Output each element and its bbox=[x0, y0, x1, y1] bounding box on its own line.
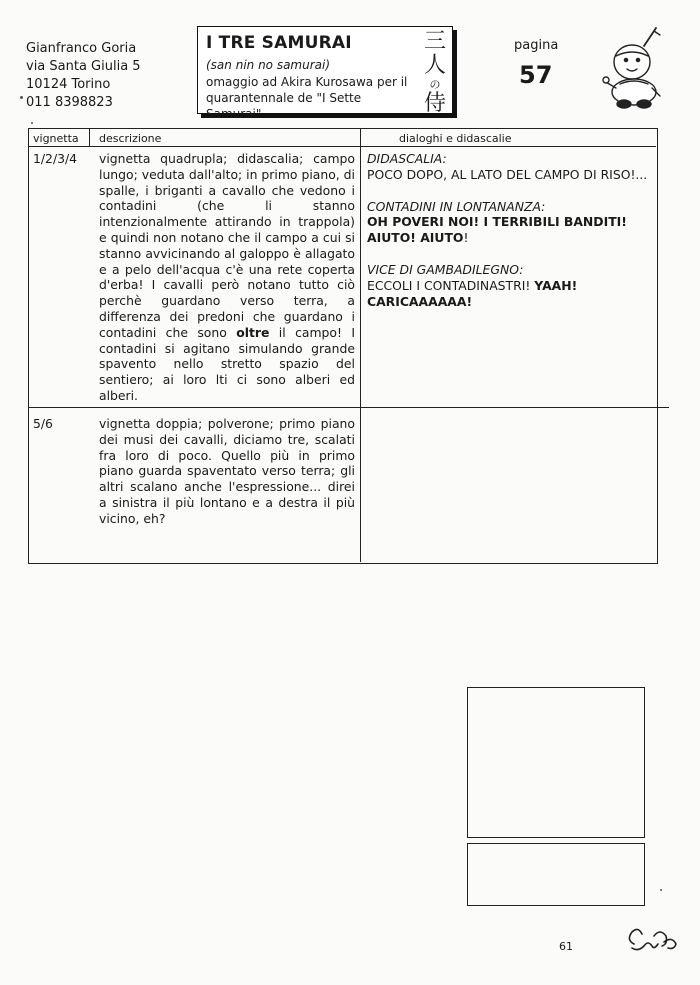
header-dialogue: dialoghi e didascalie bbox=[399, 132, 512, 145]
sketch-box-small bbox=[467, 843, 645, 906]
page-number: 57 bbox=[519, 61, 553, 89]
ink-speck bbox=[660, 889, 662, 891]
column-divider bbox=[360, 129, 361, 562]
row-2-panel: 5/6 bbox=[33, 416, 53, 431]
author-street: via Santa Giulia 5 bbox=[26, 59, 141, 74]
row-divider bbox=[29, 407, 669, 408]
page-label: pagina bbox=[514, 38, 559, 53]
ink-speck bbox=[31, 122, 33, 124]
sketch-box-large bbox=[467, 687, 645, 838]
kanji-char: の bbox=[429, 78, 441, 91]
dialogue-bold: OH POVERI NOI! I TERRIBILI BANDITI! AIUTO! AIUTO bbox=[367, 214, 627, 246]
dialogue-speaker: CONTADINI IN LONTANANZA: bbox=[367, 198, 546, 214]
column-divider bbox=[89, 129, 90, 146]
script-subtitle: (san nin no samurai) bbox=[206, 58, 331, 72]
kanji-title bbox=[422, 29, 448, 117]
kanji-char: 人 bbox=[423, 53, 446, 78]
author-city: 10124 Torino bbox=[26, 77, 111, 92]
dialogue-line bbox=[367, 278, 657, 310]
title-box bbox=[197, 26, 453, 121]
author-address bbox=[26, 40, 141, 112]
description-text: il campo! I contadini si agitano simulando grande spavento nello stretto spazio del sentiero; ai loro lti ci sono alberi ed alberi. bbox=[99, 324, 355, 403]
dialogue-speaker: VICE DI GAMBADILEGNO: bbox=[367, 261, 524, 277]
footer-page-number: 61 bbox=[559, 940, 573, 953]
row-2-description: vignetta doppia; polverone; primo piano dei musi dei cavalli, diciamo tre, scalati fra loro di poco. Quello più in primo piano guarda spaventato verso terra; gli altri scalano anche l'espressione... direi a sinistra il più lontano e a destra il più vicino, eh? bbox=[99, 416, 355, 526]
dialogue-line: POCO DOPO, AL LATO DEL CAMPO DI RISO!... bbox=[367, 166, 648, 182]
dialogue-tail: ! bbox=[463, 230, 469, 246]
kanji-char: 三 bbox=[423, 29, 446, 54]
author-name: Gianfranco Goria bbox=[26, 41, 137, 56]
description-emphasis: oltre bbox=[236, 324, 270, 340]
signature-mark bbox=[624, 922, 680, 958]
kanji-char: 侍 bbox=[423, 91, 446, 116]
row-1-description bbox=[99, 151, 355, 404]
dialogue-text: ECCOLI I CONTADINASTRI! bbox=[367, 277, 535, 293]
row-1-dialogue bbox=[367, 151, 657, 309]
header-divider bbox=[29, 146, 656, 147]
mascot-illustration bbox=[594, 26, 674, 110]
dialogue-bold: YAAH! CARICAAAAAA! bbox=[367, 277, 578, 309]
script-dedication: omaggio ad Akira Kurosawa per il quarantennale de "I Sette Samurai" bbox=[206, 75, 408, 121]
header-description: descrizione bbox=[99, 132, 162, 145]
dialogue-speaker: DIDASCALIA: bbox=[367, 151, 447, 166]
row-1-panel: 1/2/3/4 bbox=[33, 151, 78, 166]
script-title: I TRE SAMURAI bbox=[206, 33, 352, 53]
script-table bbox=[28, 128, 658, 564]
dialogue-line bbox=[367, 214, 657, 246]
author-phone: 011 8398823 bbox=[26, 95, 113, 110]
ink-speck bbox=[20, 96, 23, 99]
description-text: vignetta quadrupla; didascalia; campo lungo; veduta dall'alto; in primo piano, di spalle, i briganti a cavallo che vedono i contadini (che li stanno intenzionalmente attirando in trappola) e quindi non notano che il campo a cui si stanno avvicinando al galoppo è allagato e a pelo dell'acqua c'è una rete coperta d'erba! I cavalli però notano tutto ciò perchè guardano verso terra, a differenza dei predoni che guardano i contadini che sono bbox=[99, 151, 355, 340]
header-panel: vignetta bbox=[33, 132, 79, 145]
